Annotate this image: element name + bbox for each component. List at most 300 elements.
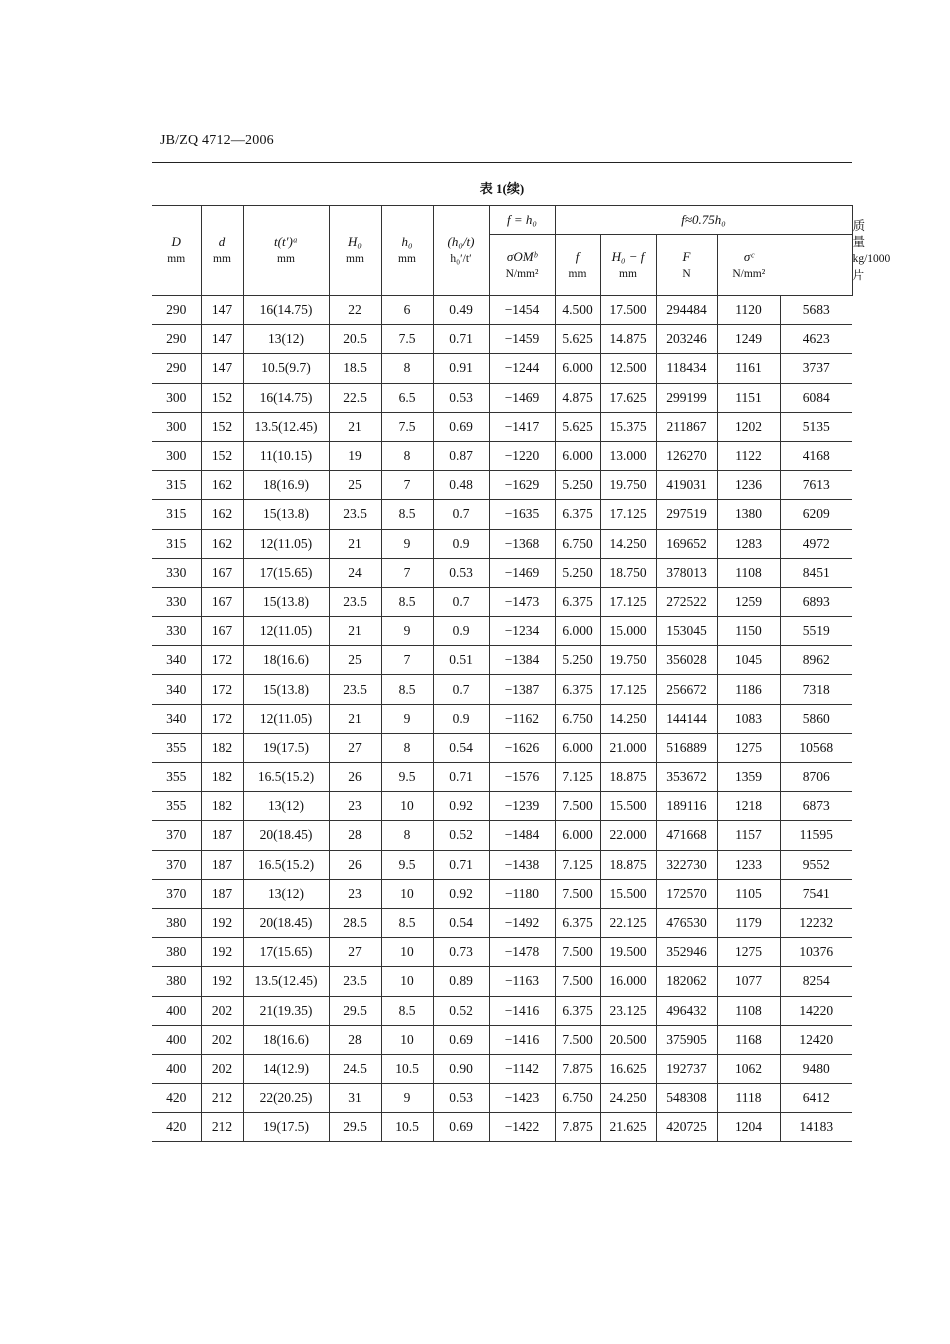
table-cell: −1629 [489,471,555,500]
table-row [152,792,852,821]
table-cell: 162 [201,471,243,500]
col-sigma-om: σOMᵇ N/mm² [489,235,555,296]
table-cell: 1118 [717,1084,780,1113]
table-cell: 0.7 [433,587,489,616]
table-cell: 23.5 [329,967,381,996]
table-cell: 26 [329,850,381,879]
table-cell: −1478 [489,938,555,967]
table-cell: 23.5 [329,675,381,704]
table-cell: 147 [201,325,243,354]
table-row [152,500,852,529]
table-header: D mm d mm t(t′)ᵃ mm H₀ mm h₀ mm (h₀/t) h₀′/t′ f = h₀ f≈0.75h₀ 质量 kg/1000 片 σOMᵇ N/mm² f mm H₀ − f mm F N σᶜ N/mm² [152,206,852,296]
table-cell: 315 [152,529,201,558]
table-row [152,879,852,908]
table-cell: 13(12) [243,325,329,354]
table-cell: 23 [329,879,381,908]
document-code: JB/ZQ 4712—2006 [160,133,274,148]
table-cell: 12(11.05) [243,704,329,733]
table-cell: 1161 [717,354,780,383]
table-cell: 7613 [780,471,852,500]
table-row [152,412,852,441]
table-cell: 0.71 [433,763,489,792]
table-cell: 0.49 [433,296,489,325]
col-H0-minus-f: H₀ − f mm [600,235,656,296]
table-cell: 13.5(12.45) [243,967,329,996]
table-cell: 19.750 [600,471,656,500]
table-cell: 18(16.9) [243,471,329,500]
col-f: f mm [555,235,600,296]
table-cell: 290 [152,296,201,325]
table-cell: 4972 [780,529,852,558]
table-cell: 16(14.75) [243,383,329,412]
table-cell: 0.7 [433,675,489,704]
table-cell: 12232 [780,908,852,937]
table-cell: 202 [201,996,243,1025]
table-cell: 0.91 [433,354,489,383]
table-cell: −1473 [489,587,555,616]
table-cell: 6.375 [555,908,600,937]
table-row [152,383,852,412]
table-cell: 187 [201,850,243,879]
table-cell: 20(18.45) [243,821,329,850]
table-cell: 10.5 [381,1054,433,1083]
table-cell: 471668 [656,821,717,850]
table-cell: 17(15.65) [243,558,329,587]
table-cell: 13.5(12.45) [243,412,329,441]
table-cell: 167 [201,558,243,587]
table-cell: 6.000 [555,354,600,383]
table-cell: 15.375 [600,412,656,441]
table-cell: 315 [152,471,201,500]
table-cell: 7541 [780,879,852,908]
table-cell: −1162 [489,704,555,733]
table-cell: 19.750 [600,646,656,675]
table-cell: 16.5(15.2) [243,763,329,792]
table-cell: 1249 [717,325,780,354]
table-cell: 182 [201,733,243,762]
table-cell: 7.125 [555,850,600,879]
table-cell: 0.73 [433,938,489,967]
table-cell: 19(17.5) [243,1113,329,1142]
table-cell: 0.53 [433,1084,489,1113]
table-cell: 11(10.15) [243,441,329,470]
table-cell: 4.500 [555,296,600,325]
table-cell: 5.250 [555,471,600,500]
table-cell: 6.375 [555,587,600,616]
table-cell: 15(13.8) [243,675,329,704]
table-cell: 26 [329,763,381,792]
table-cell: 1062 [717,1054,780,1083]
table-cell: 256672 [656,675,717,704]
table-cell: 24.5 [329,1054,381,1083]
table-cell: 212 [201,1113,243,1142]
table-cell: 14220 [780,996,852,1025]
table-cell: 15.500 [600,879,656,908]
table-cell: 21 [329,529,381,558]
table-cell: 6 [381,296,433,325]
table-cell: 9480 [780,1054,852,1083]
table-cell: 1380 [717,500,780,529]
table-cell: 118434 [656,354,717,383]
table-cell: 1236 [717,471,780,500]
table-cell: 0.71 [433,850,489,879]
table-cell: 14(12.9) [243,1054,329,1083]
table-cell: 18.750 [600,558,656,587]
table-cell: 126270 [656,441,717,470]
col-H0: H₀ mm [329,206,381,296]
table-cell: 0.52 [433,821,489,850]
table-cell: 5.625 [555,325,600,354]
table-cell: 152 [201,383,243,412]
table-cell: −1459 [489,325,555,354]
table-cell: 25 [329,471,381,500]
table-cell: 9552 [780,850,852,879]
table-cell: 16.000 [600,967,656,996]
table-cell: 202 [201,1025,243,1054]
table-cell: 16.5(15.2) [243,850,329,879]
table-cell: 370 [152,821,201,850]
table-cell: 172 [201,704,243,733]
table-cell: 8451 [780,558,852,587]
table-cell: 400 [152,996,201,1025]
table-cell: 400 [152,1054,201,1083]
table-cell: 355 [152,733,201,762]
table-row [152,529,852,558]
table-cell: −1423 [489,1084,555,1113]
table-cell: 24.250 [600,1084,656,1113]
table-cell: 420 [152,1113,201,1142]
table-cell: 162 [201,529,243,558]
table-cell: 8 [381,441,433,470]
table-cell: −1576 [489,763,555,792]
table-row [152,850,852,879]
table-cell: 0.92 [433,792,489,821]
table-cell: 1218 [717,792,780,821]
table-cell: 1150 [717,617,780,646]
table-cell: 10568 [780,733,852,762]
table-cell: 8.5 [381,908,433,937]
table-cell: 0.89 [433,967,489,996]
col-h0: h₀ mm [381,206,433,296]
table-cell: 162 [201,500,243,529]
table-cell: 355 [152,763,201,792]
table-cell: 0.92 [433,879,489,908]
table-cell: 18(16.6) [243,646,329,675]
table-cell: 28 [329,1025,381,1054]
table-cell: 14.875 [600,325,656,354]
table-cell: 7.500 [555,938,600,967]
table-cell: −1416 [489,996,555,1025]
table-cell: 1259 [717,587,780,616]
table-cell: 17.125 [600,587,656,616]
table-cell: 13(12) [243,792,329,821]
table-cell: 147 [201,296,243,325]
table-cell: 340 [152,704,201,733]
table-cell: 294484 [656,296,717,325]
table-cell: 1283 [717,529,780,558]
table-cell: 315 [152,500,201,529]
table-cell: 8.5 [381,587,433,616]
table-cell: 192 [201,938,243,967]
table-cell: 1275 [717,938,780,967]
table-cell: 419031 [656,471,717,500]
col-d: d mm [201,206,243,296]
table-cell: 202 [201,1054,243,1083]
table-cell: 7.5 [381,325,433,354]
table-row [152,1025,852,1054]
table-cell: 167 [201,617,243,646]
table-cell: 20(18.45) [243,908,329,937]
table-cell: 7 [381,646,433,675]
table-cell: 10 [381,938,433,967]
table-cell: 19(17.5) [243,733,329,762]
table-cell: 5860 [780,704,852,733]
table-cell: 297519 [656,500,717,529]
table-cell: 182 [201,763,243,792]
table-cell: −1368 [489,529,555,558]
table-cell: 144144 [656,704,717,733]
table-cell: 189116 [656,792,717,821]
table-cell: 370 [152,879,201,908]
table-cell: 17(15.65) [243,938,329,967]
table-cell: 1122 [717,441,780,470]
table-cell: 0.9 [433,617,489,646]
table-cell: 25 [329,646,381,675]
table-cell: 6873 [780,792,852,821]
table-cell: 10.5(9.7) [243,354,329,383]
table-cell: 15(13.8) [243,500,329,529]
table-cell: 1168 [717,1025,780,1054]
table-cell: −1484 [489,821,555,850]
table-cell: 21(19.35) [243,996,329,1025]
table-cell: 7 [381,558,433,587]
table-cell: 6412 [780,1084,852,1113]
table-cell: 8 [381,354,433,383]
table-cell: 10 [381,967,433,996]
table-cell: 7.500 [555,792,600,821]
table-cell: 172570 [656,879,717,908]
table-cell: 9 [381,1084,433,1113]
table-cell: 0.7 [433,500,489,529]
table-row [152,587,852,616]
table-cell: −1387 [489,675,555,704]
table-cell: 1120 [717,296,780,325]
table-cell: 7.500 [555,967,600,996]
table-cell: 7.500 [555,1025,600,1054]
table-row [152,617,852,646]
table-cell: 14183 [780,1113,852,1142]
table-cell: 8254 [780,967,852,996]
table-cell: 31 [329,1084,381,1113]
table-cell: 1083 [717,704,780,733]
table-cell: 1275 [717,733,780,762]
table-cell: 192737 [656,1054,717,1083]
table-cell: 7.875 [555,1054,600,1083]
table-cell: −1417 [489,412,555,441]
table-cell: 1202 [717,412,780,441]
table-cell: 6.000 [555,821,600,850]
table-cell: 28 [329,821,381,850]
table-cell: 15.500 [600,792,656,821]
table-cell: 1179 [717,908,780,937]
table-cell: 5135 [780,412,852,441]
table-cell: 5.625 [555,412,600,441]
table-cell: 22.000 [600,821,656,850]
table-row [152,441,852,470]
table-row [152,558,852,587]
table-cell: 192 [201,967,243,996]
table-cell: 23.5 [329,500,381,529]
table-cell: 6.375 [555,500,600,529]
table-cell: 15.000 [600,617,656,646]
table-cell: 8 [381,733,433,762]
table-cell: 22(20.25) [243,1084,329,1113]
table-cell: 496432 [656,996,717,1025]
table-cell: 0.9 [433,704,489,733]
table-cell: 20.500 [600,1025,656,1054]
table-cell: 12(11.05) [243,617,329,646]
table-cell: 212 [201,1084,243,1113]
table-cell: 290 [152,354,201,383]
table-cell: −1384 [489,646,555,675]
table-cell: 1186 [717,675,780,704]
table-cell: 23.5 [329,587,381,616]
table-cell: 169652 [656,529,717,558]
table-row [152,704,852,733]
table-cell: 420725 [656,1113,717,1142]
table-cell: 0.69 [433,1025,489,1054]
table-cell: 0.48 [433,471,489,500]
table-cell: 10 [381,1025,433,1054]
table-cell: 7.125 [555,763,600,792]
table-cell: 5.250 [555,646,600,675]
table-cell: 21.625 [600,1113,656,1142]
table-cell: 0.69 [433,412,489,441]
table-cell: −1180 [489,879,555,908]
table-cell: −1163 [489,967,555,996]
table-cell: 355 [152,792,201,821]
table-cell: 330 [152,587,201,616]
col-F: F N [656,235,717,296]
table-cell: 5.250 [555,558,600,587]
table-cell: 11595 [780,821,852,850]
table-row [152,1054,852,1083]
table-cell: 1108 [717,558,780,587]
table-cell: 18(16.6) [243,1025,329,1054]
table-cell: 19 [329,441,381,470]
table-cell: 8.5 [381,675,433,704]
table-cell: 340 [152,675,201,704]
table-cell: 4.875 [555,383,600,412]
table-cell: 7 [381,471,433,500]
table-cell: 6893 [780,587,852,616]
spring-spec-table [152,205,891,1142]
table-cell: 352946 [656,938,717,967]
table-row [152,996,852,1025]
table-cell: 1157 [717,821,780,850]
table-cell: 8 [381,821,433,850]
table-cell: 330 [152,617,201,646]
table-cell: 7.5 [381,412,433,441]
col-sigma: σᶜ N/mm² [717,235,780,296]
table-cell: 4623 [780,325,852,354]
table-cell: 6084 [780,383,852,412]
table-cell: 1359 [717,763,780,792]
table-cell: 0.71 [433,325,489,354]
table-cell: 13.000 [600,441,656,470]
table-cell: 14.250 [600,704,656,733]
header-rule [152,162,852,163]
table-cell: −1220 [489,441,555,470]
col-D: D mm [152,206,201,296]
table-cell: 6.375 [555,675,600,704]
table-cell: −1239 [489,792,555,821]
table-cell: 9 [381,704,433,733]
table-row [152,821,852,850]
table-cell: 6.750 [555,529,600,558]
table-cell: 7.875 [555,1113,600,1142]
table-cell: 12(11.05) [243,529,329,558]
table-cell: 3737 [780,354,852,383]
table-cell: 6.5 [381,383,433,412]
table-cell: 290 [152,325,201,354]
table-cell: 182062 [656,967,717,996]
table-body [152,296,852,1142]
table-cell: 15(13.8) [243,587,329,616]
table-cell: 5683 [780,296,852,325]
table-cell: 21 [329,412,381,441]
table-cell: 322730 [656,850,717,879]
table-cell: 29.5 [329,1113,381,1142]
table-cell: −1626 [489,733,555,762]
table-cell: 400 [152,1025,201,1054]
table-cell: 28.5 [329,908,381,937]
table-cell: 6.000 [555,733,600,762]
table-cell: 182 [201,792,243,821]
table-row [152,646,852,675]
table-cell: 1204 [717,1113,780,1142]
table-cell: 14.250 [600,529,656,558]
table-cell: 356028 [656,646,717,675]
table-cell: 0.90 [433,1054,489,1083]
table-cell: 476530 [656,908,717,937]
table-cell: 172 [201,675,243,704]
table-cell: 17.125 [600,500,656,529]
table-cell: 1151 [717,383,780,412]
table-cell: 23 [329,792,381,821]
table-cell: 0.54 [433,733,489,762]
table-cell: 272522 [656,587,717,616]
table-cell: 17.125 [600,675,656,704]
table-cell: 211867 [656,412,717,441]
table-cell: −1416 [489,1025,555,1054]
table-cell: 300 [152,441,201,470]
table-cell: 152 [201,412,243,441]
table-cell: 6.000 [555,441,600,470]
table-cell: −1469 [489,383,555,412]
table-cell: 27 [329,938,381,967]
table-cell: 375905 [656,1025,717,1054]
table-cell: 380 [152,967,201,996]
table-cell: −1492 [489,908,555,937]
group-f-approx: f≈0.75h₀ [555,206,852,235]
table-cell: 153045 [656,617,717,646]
table-cell: 16.625 [600,1054,656,1083]
table-cell: 420 [152,1084,201,1113]
table-cell: 21 [329,617,381,646]
table-row [152,938,852,967]
table-cell: 0.69 [433,1113,489,1142]
